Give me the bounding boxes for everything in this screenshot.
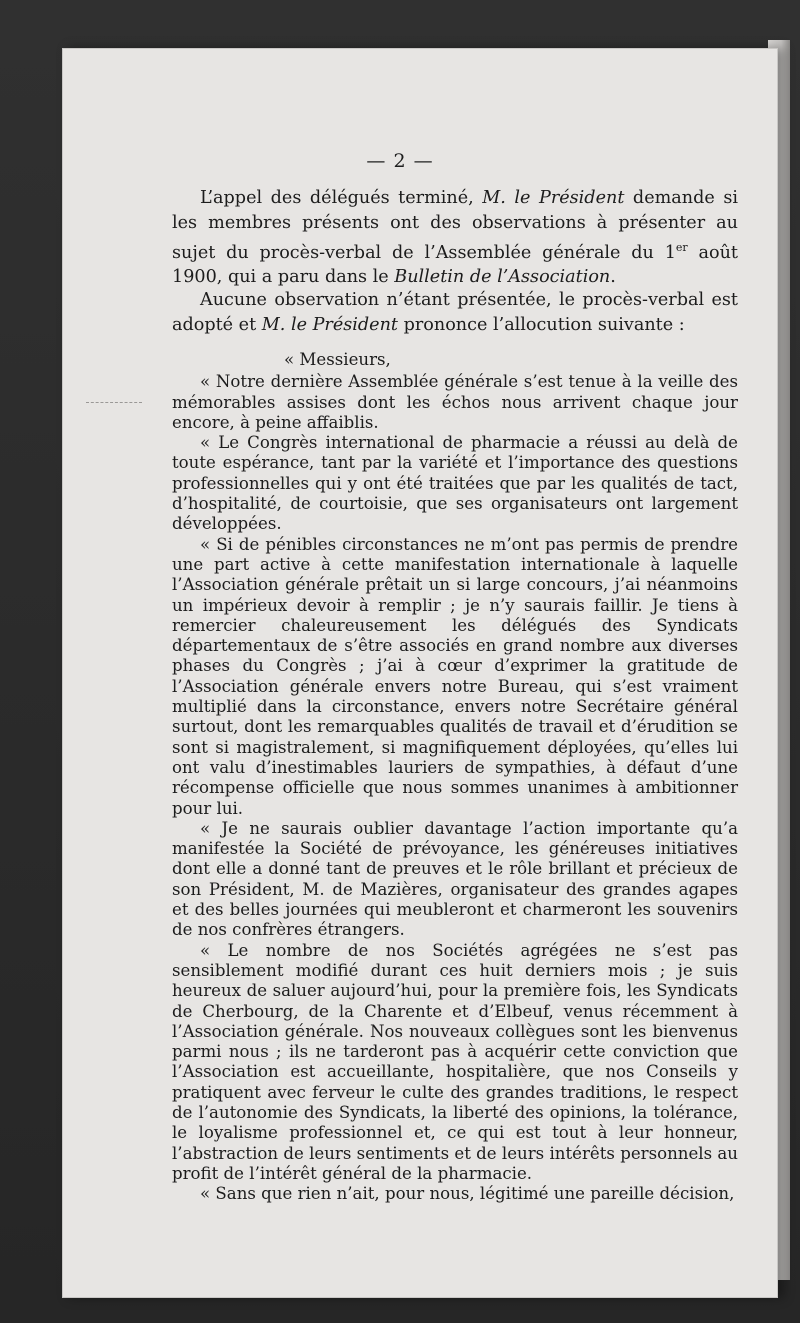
speech-paragraph: « Le Congrès international de pharmacie a réussi au delà de toute espérance, tant par la variété et l’importance des questions professionnelles qui y ont été traitées que par les qualités de tact, d’hospitalité, de courtoisie, que ses organisateurs ont largement développées.	[172, 433, 738, 534]
speech-salutation: « Messieurs,	[284, 350, 391, 369]
intro-paragraph	[172, 186, 738, 290]
speech-paragraph: « Sans que rien n’ait, pour nous, légitimé une pareille décision,	[200, 1184, 735, 1204]
intro-text-end: août 1900, qui a paru dans le	[172, 242, 738, 288]
adoption-text-start: Aucune observation n’étant présentée, le procès-verbal est adopté et	[172, 290, 738, 335]
adoption-text-end: prononce l’allocution suivante :	[398, 314, 685, 335]
ordinal-suffix: er	[675, 240, 688, 254]
speech-paragraph: « Le nombre de nos Sociétés agrégées ne s’est pas sensiblement modifié durant ces huit derniers mois ; je suis heureux de saluer aujourd’hui, pour la première fois, les Syndicats de Cherbourg, de la Charente et d’Elbeuf, venus récemment à l’Association générale. Nos nouveaux collègues sont les bienvenus parmi nous ; ils ne tarderont pas à acquérir cette conviction que l’Association est accueillante, hospitalière, que nos Conseils y pratiquent avec ferveur le culte des grandes traditions, le respect de l’autonomie des Syndicats, la liberté des opinions, la tolérance, le loyalisme professionnel et, ce qui est tout à leur honneur, l’abstraction de leurs sentiments et de leurs intérêts personnels au profit de l’intérêt général de la pharmacie.	[172, 940, 738, 1183]
speech-body	[172, 350, 738, 1204]
page-number: — 2 —	[366, 150, 434, 172]
speech-paragraph: « Si de pénibles circonstances ne m’ont pas permis de prendre une part active à cette manifestation internationale à laquelle l’Association générale prêtait un si large concours, j’ai néanmoins un impérieux devoir à remplir ; je n’y saurais faillir. Je tiens à remercier chaleureusement les délégués des Syndicats départementaux de s’être associés en grand nombre aux diverses phases du Congrès ; j’ai à cœur d’exprimer la gratitude de l’Association générale envers notre Bureau, qui s’est vraiment multiplié dans la circonstance, envers notre Secrétaire général surtout, dont les remarquables qualités de travail et d’érudition se sont si magistralement, si magnifiquement déployées, qu’elles lui ont valu d’inestimables lauriers de sympathies, à défaut d’une récompense officielle que nous sommes unanimes à ambitionner pour lui.	[172, 534, 738, 818]
intro-text-start: L’appel des délégués terminé,	[200, 188, 483, 208]
speech-paragraph: « Notre dernière Assemblée générale s’est tenue à la veille des mémorables assises dont les échos nous arrivent chaque jour encore, à peine affaiblis.	[172, 372, 738, 432]
president-name: M. le Président	[482, 188, 625, 208]
bulletin-title: Bulletin de l’Association	[394, 267, 611, 288]
intro-period: .	[610, 267, 616, 288]
intro-text-mid: demande si les membres présents ont des observations à présenter au sujet du procès-verbal de l’Assemblée générale du 1	[172, 188, 738, 263]
adoption-paragraph	[172, 288, 738, 338]
speech-paragraph: « Je ne saurais oublier davantage l’action importante qu’a manifestée la Société de prévoyance, les généreuses initiatives dont elle a donné tant de preuves et le rôle brillant et précieux de son Président, M. de Mazières, organisateur des grandes agapes et des belles journées qui meubleront et charmeront les souvenirs de nos confrères étrangers.	[172, 818, 738, 940]
scan-mark	[86, 402, 142, 405]
president-name-2: M. le Président	[261, 314, 398, 335]
